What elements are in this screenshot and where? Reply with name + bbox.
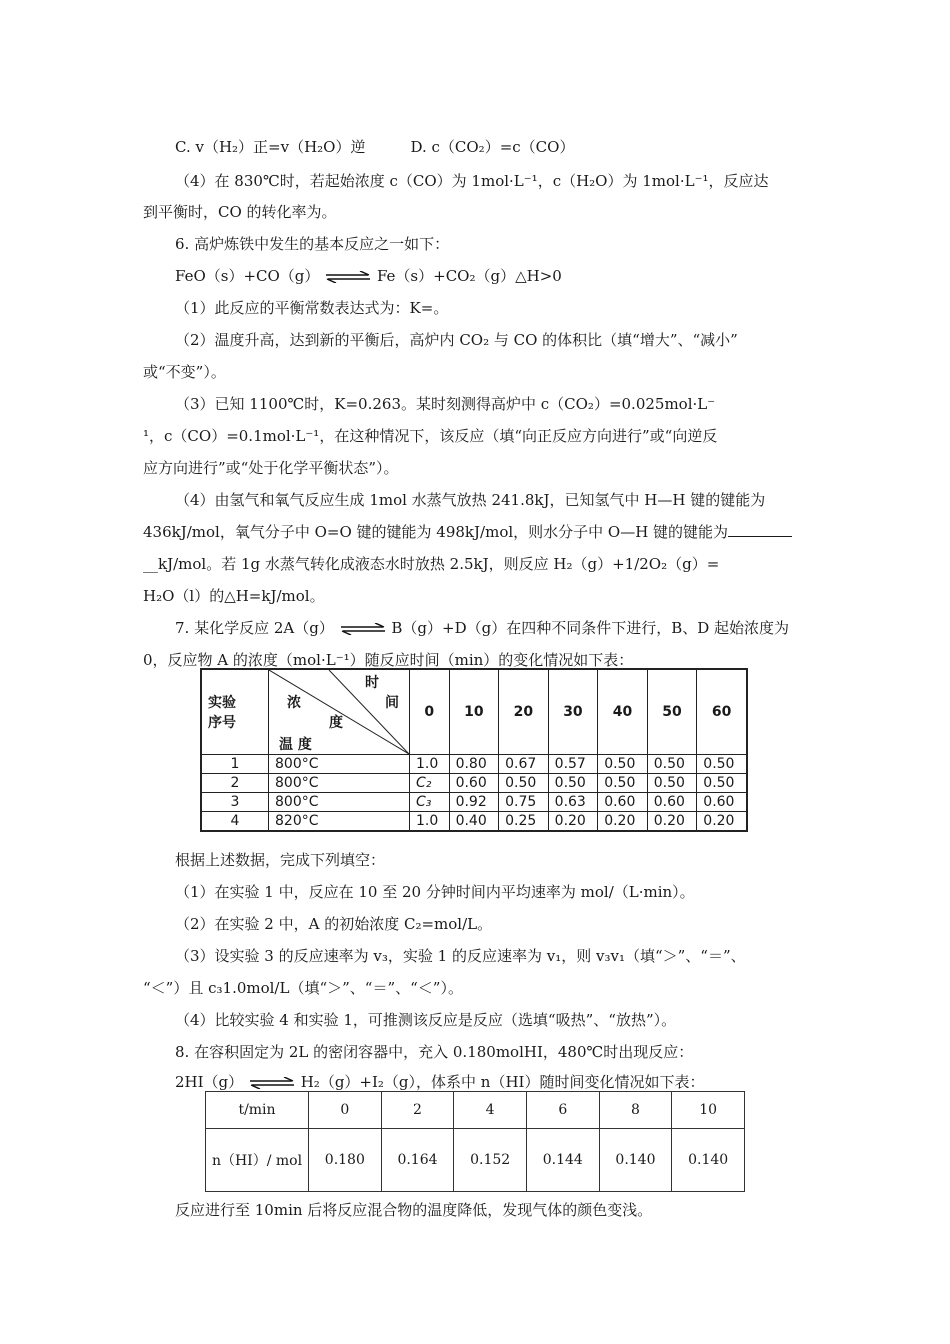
time-header: 20: [499, 669, 549, 755]
q7-part1: （1）在实验 1 中，反应在 10 至 20 分钟时间内平均速率为 mol/（L·min）。: [175, 883, 695, 901]
q7-title-cont: 0，反应物 A 的浓度（mol·L⁻¹）随反应时间（min）的变化情况如下表：: [143, 651, 634, 669]
q6-part4-cont2: __kJ/mol。若 1g 水蒸气转化成液态水时放热 2.5kJ，则反应 H₂（g）+1/2O₂（g）=: [143, 555, 720, 573]
q7-title: 7. 某化学反应 2A（g） B（g）+D（g）在四种不同条件下进行，B、D 起始浓度为: [175, 619, 790, 637]
header-time-2: 间: [385, 695, 399, 711]
q6-part4-cont3: H₂O（l）的△H=kJ/mol。: [143, 587, 325, 605]
header-conc-2: 度: [329, 715, 343, 731]
time-header: 30: [548, 669, 598, 755]
q8-title: 8. 在容积固定为 2L 的密闭容器中，充入 0.180molHI，480℃时出现反应：: [175, 1043, 694, 1061]
equilibrium-arrow-icon: [324, 271, 372, 283]
q6-part4: （4）由氢气和氧气反应生成 1mol 水蒸气放热 241.8kJ，已知氢气中 H—H 键的键能为: [175, 491, 766, 509]
time-header: 40: [598, 669, 648, 755]
table-row: 3 800°C C₃ 0.92 0.75 0.63 0.60 0.60 0.60: [201, 793, 747, 812]
diagonal-header-cell: [269, 669, 410, 755]
time-header: 10: [449, 669, 499, 755]
q6-title: 6. 高炉炼铁中发生的基本反应之一如下：: [175, 235, 450, 253]
table-row: 1 800°C 1.0 0.80 0.67 0.57 0.50 0.50 0.50: [201, 755, 747, 774]
header-line-2: 序号: [208, 715, 236, 731]
table-row: n（HI）/ mol 0.180 0.164 0.152 0.144 0.140 0.140: [206, 1129, 745, 1192]
experiment-no-header: [201, 669, 269, 755]
header-line-1: 实验: [208, 695, 236, 711]
equilibrium-arrow-icon: [339, 623, 387, 635]
q6-part4-cont1: 436kJ/mol，氧气分子中 O=O 键的键能为 498kJ/mol，则水分子中 O—H 键的键能为: [143, 522, 792, 542]
time-header: 60: [697, 669, 747, 755]
q7-instruction: 根据上述数据，完成下列填空：: [175, 851, 386, 869]
q8-equation: 2HI（g） H₂（g）+I₂（g），体系中 n（HI）随时间变化情况如下表：: [175, 1073, 705, 1091]
table-row: 2 800°C C₂ 0.60 0.50 0.50 0.50 0.50 0.50: [201, 774, 747, 793]
experiment-table: [200, 668, 748, 832]
equation-left: FeO（s）+CO（g）: [175, 267, 320, 285]
header-conc-1: 浓: [287, 695, 301, 711]
table-row: 4 820°C 1.0 0.40 0.25 0.20 0.20 0.20 0.20: [201, 812, 747, 832]
table-row: t/min 0 2 4 6 8 10: [206, 1092, 745, 1129]
hi-table: [205, 1091, 745, 1192]
q7-part2: （2）在实验 2 中，A 的初始浓度 C₂=mol/L。: [175, 915, 493, 933]
q6-part1: （1）此反应的平衡常数表达式为：K=。: [175, 299, 449, 317]
q6-part3-cont2: 应方向进行”或“处于化学平衡状态”）。: [143, 459, 399, 477]
option-c-d: C. v（H₂）正=v（H₂O）逆 D. c（CO₂）=c（CO）: [175, 138, 575, 156]
q6-part2-cont: 或“不变”）。: [143, 363, 226, 381]
q7-part4: （4）比较实验 4 和实验 1，可推测该反应是反应（选填“吸热”、“放热”）。: [175, 1011, 677, 1029]
header-temp: 温 度: [279, 737, 312, 753]
header-time-1: 时: [365, 675, 379, 691]
q7-part3-cont: “＜”）且 c₃1.0mol/L（填“＞”、“＝”、“＜”）。: [143, 979, 463, 997]
equilibrium-arrow-icon: [248, 1077, 296, 1089]
q6-equation: [175, 266, 562, 286]
q6-part3-cont1: ¹，c（CO）=0.1mol·L⁻¹，在这种情况下，该反应（填“向正反应方向进行”或“向逆反: [143, 427, 718, 445]
q5-part4-cont: 到平衡时，CO 的转化率为。: [143, 203, 337, 221]
time-header: 50: [647, 669, 697, 755]
q6-part3: （3）已知 1100℃时，K=0.263。某时刻测得高炉中 c（CO₂）=0.025mol·L⁻: [175, 395, 716, 413]
q5-part4: （4）在 830℃时，若起始浓度 c（CO）为 1mol·L⁻¹，c（H₂O）为 1mol·L⁻¹，反应达: [175, 172, 769, 190]
time-header: 0: [410, 669, 450, 755]
answer-blank: [728, 522, 792, 537]
q7-part3: （3）设实验 3 的反应速率为 v₃，实验 1 的反应速率为 v₁，则 v₃v₁（填“＞”、“＝”、: [175, 947, 746, 965]
equation-right: Fe（s）+CO₂（g）△H>0: [376, 267, 562, 285]
q8-conclusion: 反应进行至 10min 后将反应混合物的温度降低，发现气体的颜色变浅。: [175, 1201, 653, 1219]
q6-part2: （2）温度升高，达到新的平衡后，高炉内 CO₂ 与 CO 的体积比（填“增大”、“减小”: [175, 331, 738, 349]
